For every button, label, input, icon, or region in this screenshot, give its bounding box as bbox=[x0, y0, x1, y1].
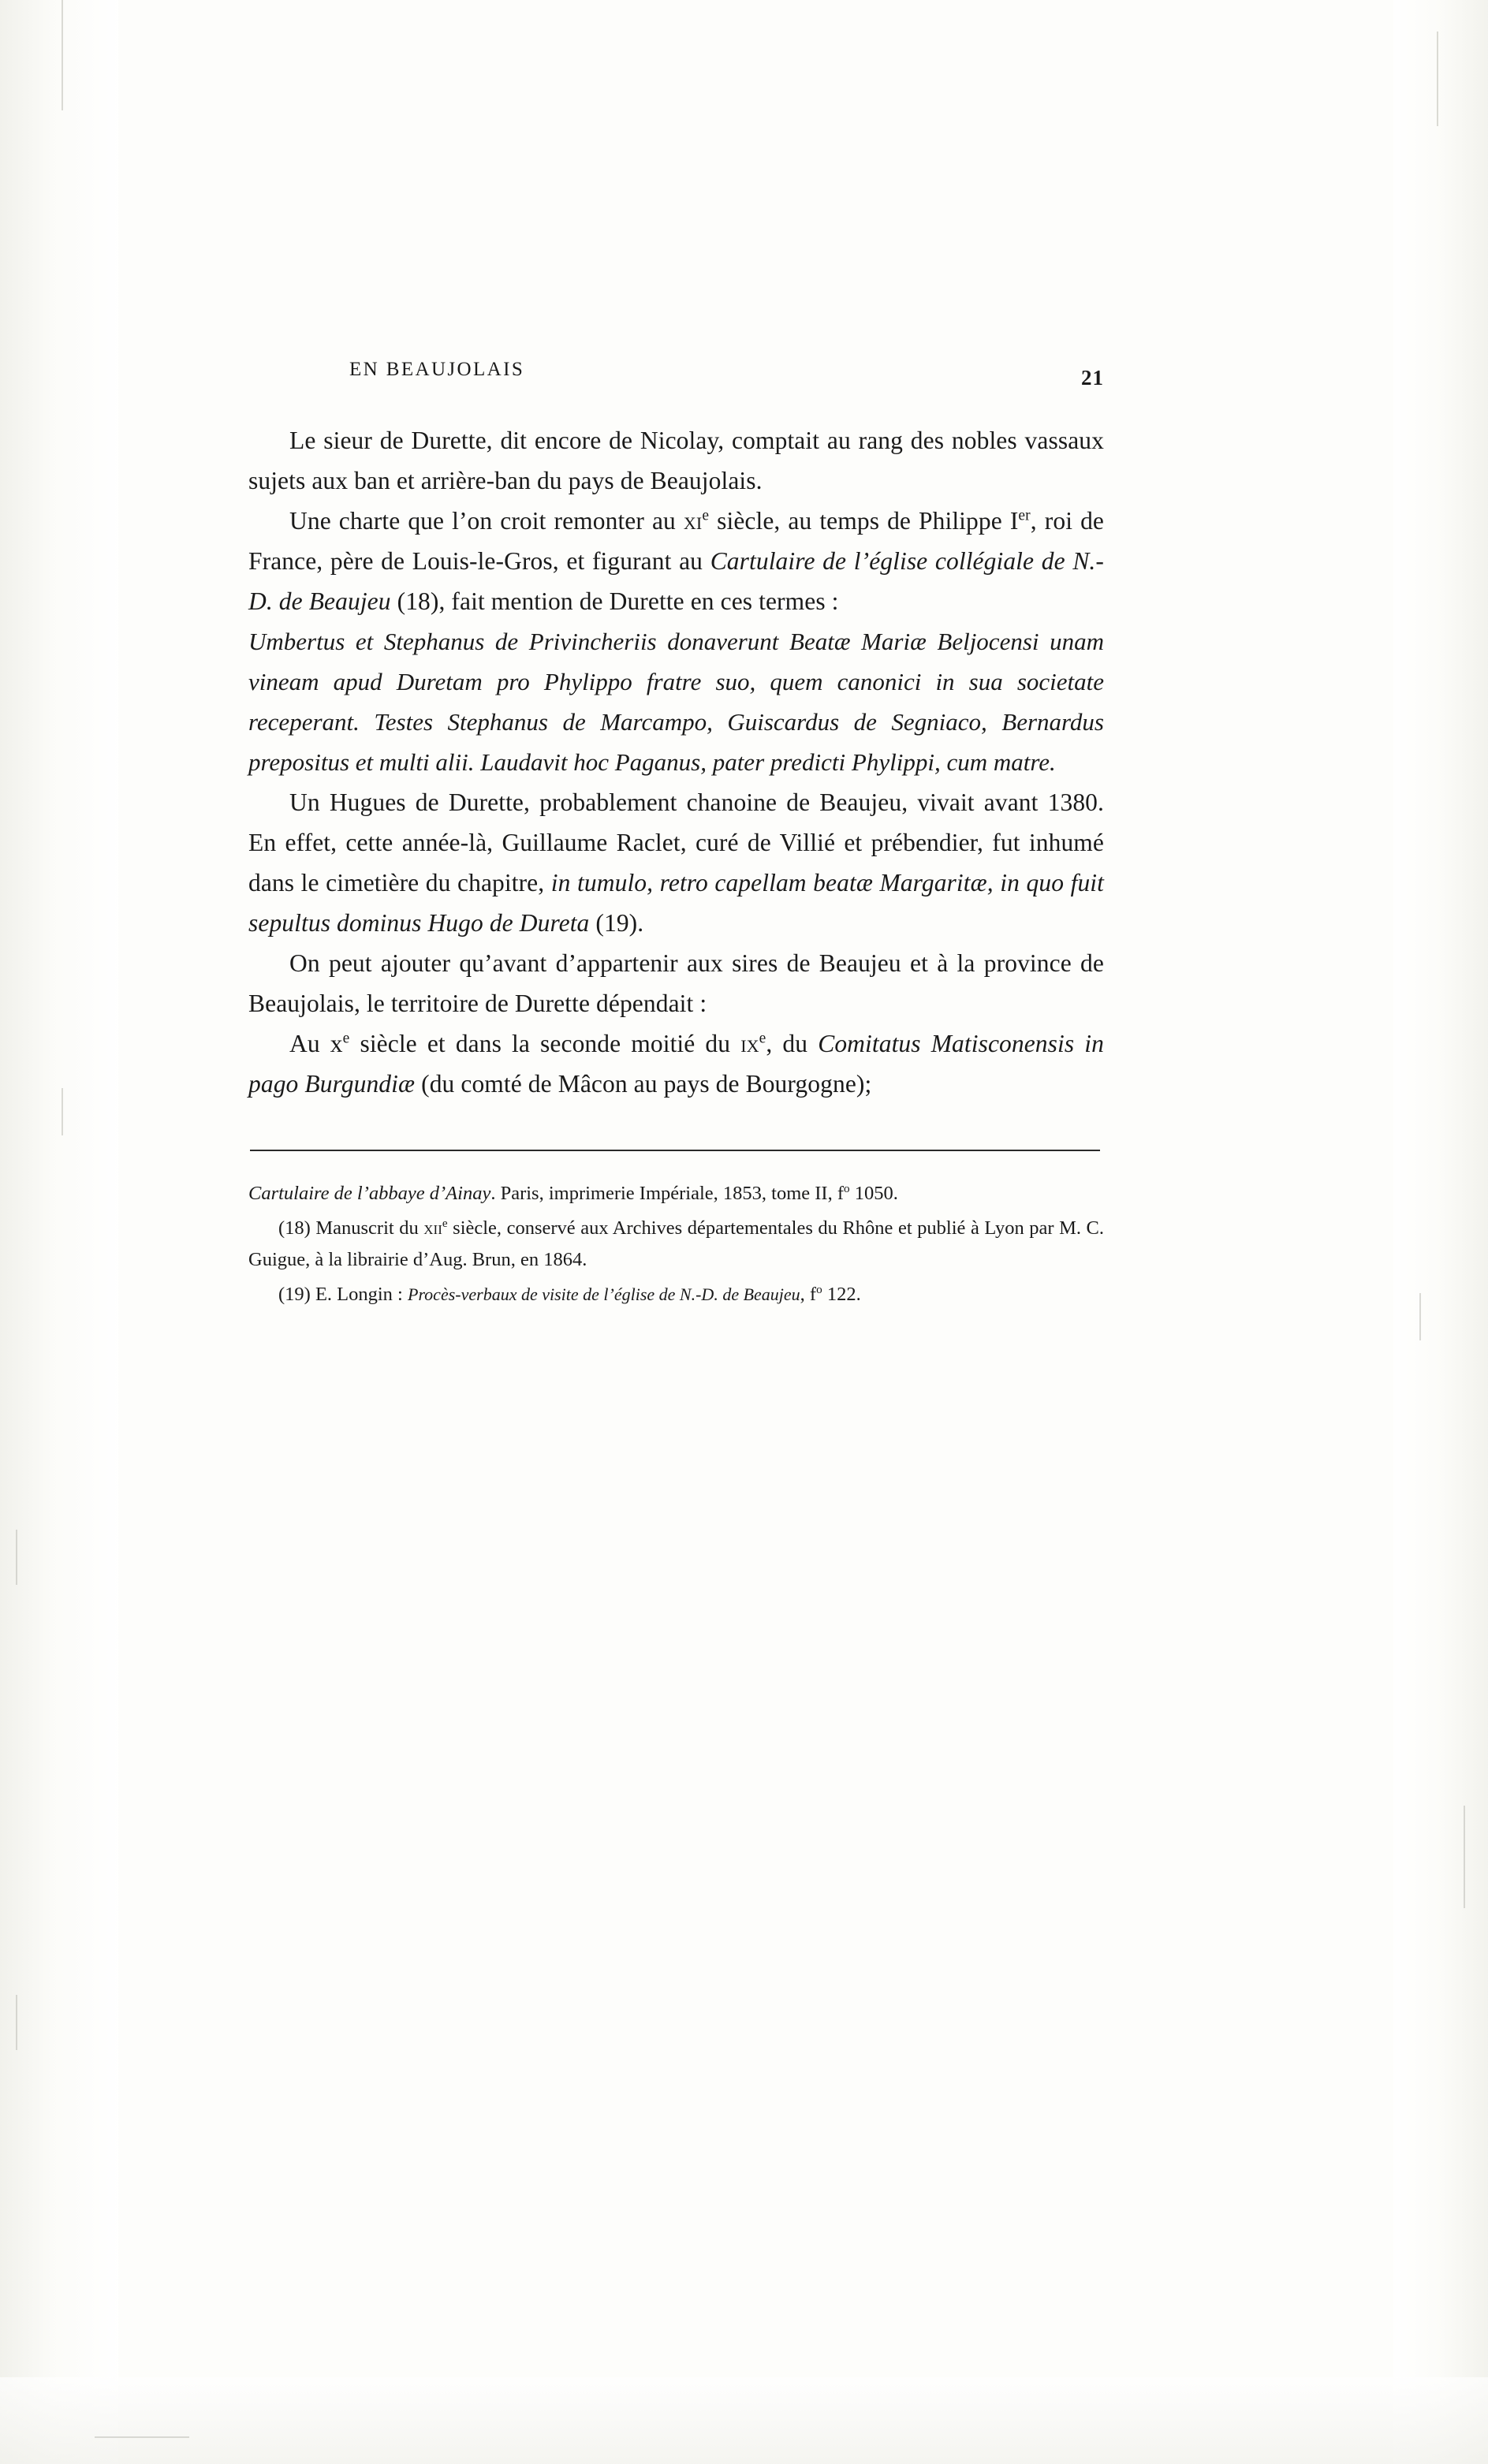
paragraph-2-part-c: , roi de France, père de Louis-le-Gros, et figurant au bbox=[248, 507, 1105, 575]
footnote-19-part-b: , f bbox=[800, 1284, 817, 1305]
footnote-separator bbox=[250, 1150, 1100, 1151]
bottom-scan-shadow bbox=[0, 2377, 1488, 2464]
paragraph-1-text: Le sieur de Durette, dit encore de Nicolay, comptait au rang des nobles vassaux sujets aux ban et arrière-ban du pays de Beaujolais. bbox=[248, 427, 1104, 494]
footnote-18-part-a: (18) Manuscrit du bbox=[278, 1217, 424, 1239]
running-head-title: EN BEAUJOLAIS bbox=[349, 359, 525, 380]
paragraph-5-part-d: (du comté de Mâcon au pays de Bourgogne); bbox=[415, 1070, 872, 1098]
footnote-1-folio-ordinal: o bbox=[844, 1181, 850, 1195]
paragraph-5-part-a: Au x bbox=[289, 1030, 343, 1057]
paragraph-3-part-a: Un Hugues de Durette, probablement chanoine de Beaujeu, vivait avant 1380. En effet, cette année-là, Guillaume Raclet, curé de Villié et prébendier, fut inhumé dans le cimetière du chapitre, bbox=[248, 788, 1104, 897]
latin-inline-quote: in tumulo, retro capellam beatæ Margaritæ, in quo fuit sepultus dominus Hugo de Dureta bbox=[248, 869, 1104, 937]
page-number: 21 bbox=[1081, 366, 1104, 390]
running-head bbox=[248, 359, 1104, 390]
paragraph-2-part-b: siècle, au temps de Philippe I bbox=[709, 507, 1019, 535]
cartulaire-title: Cartulaire de l’église collégiale de N.-D. de Beaujeu bbox=[248, 547, 1105, 615]
margin-rule-left-bottom bbox=[16, 1995, 17, 2050]
margin-rule-left-mid bbox=[62, 1088, 63, 1135]
paragraph-2-part-a: Une charte que l’on croit remonter au bbox=[289, 507, 684, 535]
paragraph-5-part-c: , du bbox=[766, 1030, 819, 1057]
footnote-1-end: 1050. bbox=[849, 1183, 898, 1204]
century-xi-ordinal: e bbox=[702, 507, 710, 524]
century-ix: ix bbox=[740, 1030, 759, 1057]
margin-rule-left-upper bbox=[62, 0, 63, 110]
paragraph-4-text: On peut ajouter qu’avant d’appartenir aux sires de Beaujeu et à la province de Beaujolais, le territoire de Durette dépendait : bbox=[248, 949, 1104, 1017]
paragraph-5-part-b: siècle et dans la seconde moitié du bbox=[349, 1030, 741, 1057]
margin-rule-right-lower bbox=[1464, 1806, 1465, 1908]
footnote-19-title: Procès-verbaux de visite de l’église de N.-D. de Beaujeu bbox=[408, 1284, 800, 1304]
footnote-18-part-b: siècle, conservé aux Archives départementales du Rhône et publié à Lyon par M. C. Guigue, à la librairie d’Aug. Brun, en 1864. bbox=[248, 1217, 1104, 1270]
margin-rule-left-lower bbox=[16, 1530, 17, 1585]
paragraph-2 bbox=[248, 501, 1104, 621]
footnote-19 bbox=[248, 1279, 1104, 1310]
left-scan-shadow bbox=[0, 0, 118, 2464]
footnote-19-folio-ordinal: o bbox=[816, 1282, 822, 1296]
century-xi: xi bbox=[683, 507, 703, 535]
right-scan-shadow bbox=[1393, 0, 1488, 2464]
margin-rule-right-mid bbox=[1419, 1293, 1421, 1340]
century-xii-ordinal: e bbox=[442, 1216, 448, 1230]
paragraph-1 bbox=[248, 420, 1104, 501]
paragraph-3-part-b: (19). bbox=[589, 909, 644, 937]
century-ix-ordinal: e bbox=[759, 1030, 766, 1047]
footnote-1-rest: . Paris, imprimerie Impériale, 1853, tome II, f bbox=[490, 1183, 845, 1204]
century-xii: xii bbox=[423, 1217, 442, 1239]
century-x-ordinal: e bbox=[342, 1030, 350, 1047]
philippe-ordinal: er bbox=[1018, 507, 1031, 524]
footnote-1-title: Cartulaire de l’abbaye d’Ainay bbox=[248, 1183, 491, 1204]
footnote-19-part-a: (19) E. Longin : bbox=[278, 1284, 408, 1305]
footnote-continuation bbox=[248, 1178, 1104, 1210]
paragraph-4 bbox=[248, 943, 1104, 1023]
latin-quotation: Umbertus et Stephanus de Privincheriis donaverunt Beatæ Mariæ Beljocensi unam vineam apud Duretam pro Phylippo fratre suo, quem canonici in sua societate receperant. Testes Stephanus de Marcampo, Guiscardus de Segniaco, Bernardus prepositus et multi alii. Laudavit hoc Paganus, pater predicti Phylippi, cum matre. bbox=[248, 628, 1104, 776]
footnote-18 bbox=[248, 1213, 1104, 1276]
margin-rule-right-upper bbox=[1437, 32, 1438, 126]
paragraph-2-part-d: (18), fait mention de Durette en ces termes : bbox=[390, 587, 839, 615]
margin-rule-bottom bbox=[95, 2436, 189, 2438]
footnote-19-end: 122. bbox=[822, 1284, 861, 1305]
paragraph-3 bbox=[248, 782, 1104, 943]
comitatus-title: Comitatus Matisconensis in pago Burgundiæ bbox=[248, 1030, 1104, 1098]
footnotes bbox=[248, 1178, 1104, 1310]
page-content bbox=[248, 359, 1104, 1314]
paragraph-5 bbox=[248, 1023, 1104, 1104]
